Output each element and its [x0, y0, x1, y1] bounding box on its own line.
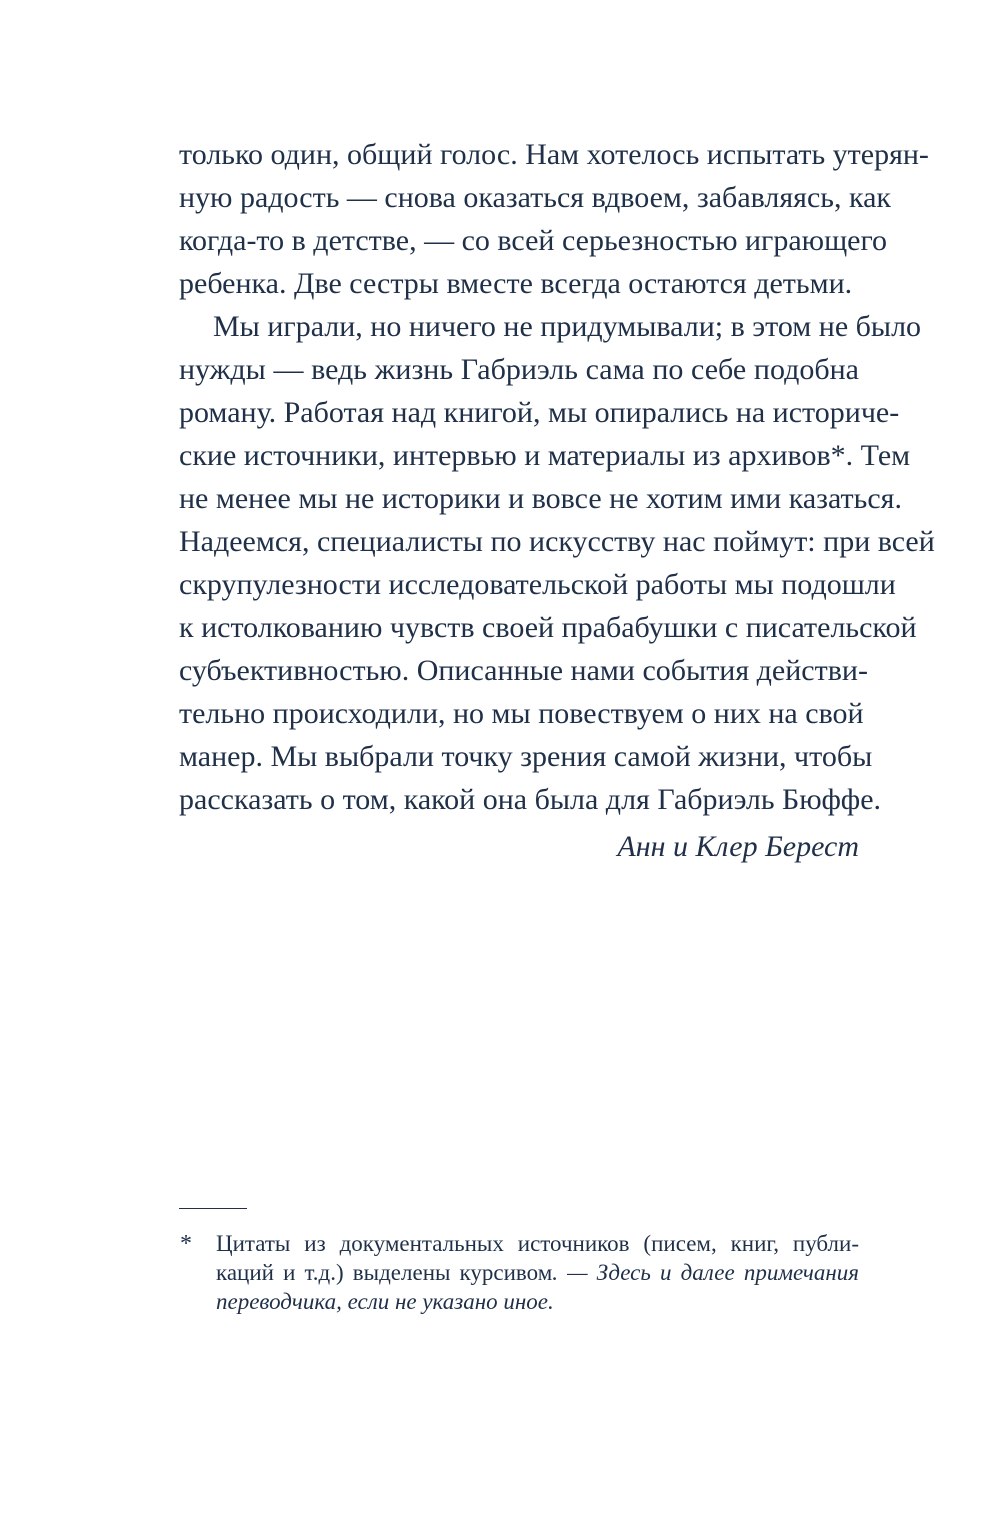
- paragraph-line: ребенка. Две сестры вместе всегда остаются детьми.: [179, 267, 853, 300]
- footnote-line: переводчика, если не указано иное.: [216, 1289, 554, 1314]
- paragraph-line: к истолкованию чувств своей прабабушки с писательской: [179, 611, 917, 644]
- paragraph-line: ную радость — снова оказаться вдвоем, забавляясь, как: [179, 181, 891, 214]
- paragraph-line: Надеемся, специалисты по искусству нас поймут: при всей: [179, 525, 935, 558]
- paragraph-line: Мы играли, но ничего не придумывали; в этом не было: [213, 310, 922, 343]
- signature: Анн и Клер Берест: [617, 830, 859, 863]
- footnote-text-italic: . — Здесь и далее примечания: [552, 1260, 859, 1285]
- footnote-text-regular: каций и т.д.) выделены курсивом: [216, 1260, 553, 1285]
- paragraph-line: не менее мы не историки и вовсе не хотим ими казаться.: [179, 482, 902, 515]
- footnote-divider: [179, 1208, 247, 1209]
- paragraph-line: ские источники, интервью и материалы из архивов*. Тем: [179, 439, 911, 472]
- paragraph-line: только один, общий голос. Нам хотелось испытать утерян-: [179, 138, 929, 171]
- footnote-line: Цитаты из документальных источников (писем, книг, публи-: [216, 1231, 859, 1256]
- paragraph-1: [179, 133, 929, 305]
- paragraph-line: рассказать о том, какой она была для Габриэль Бюффе.: [179, 783, 882, 816]
- paragraph-line: скрупулезности исследовательской работы мы подошли: [179, 568, 896, 601]
- paragraph-line: когда-то в детстве, — со всей серьезностью играющего: [179, 224, 888, 257]
- paragraph-line: тельно происходили, но мы повествуем о них на свой: [179, 697, 864, 730]
- paragraph-line: манер. Мы выбрали точку зрения самой жизни, чтобы: [179, 740, 873, 773]
- footnote-marker: *: [180, 1231, 192, 1257]
- footnote-line: [216, 1258, 859, 1287]
- paragraph-line: субъективностью. Описанные нами события действи-: [179, 654, 868, 687]
- paragraph-2: [179, 305, 935, 821]
- footnote: [216, 1229, 859, 1316]
- paragraph-line: нужды — ведь жизнь Габриэль сама по себе подобна: [179, 353, 859, 386]
- paragraph-line: роману. Работая над книгой, мы опирались на историче-: [179, 396, 900, 429]
